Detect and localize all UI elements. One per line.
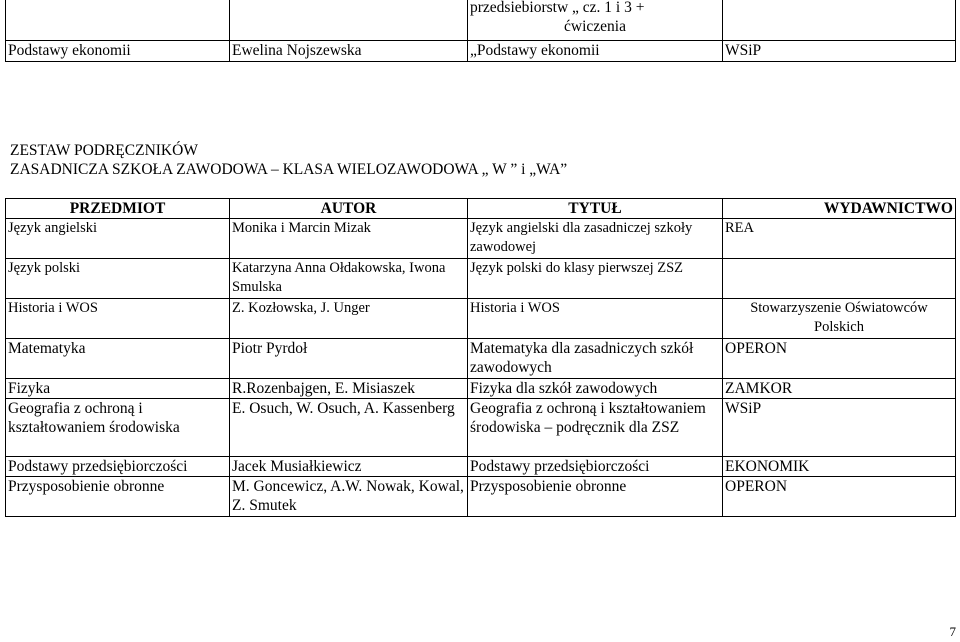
title-cell: Język polski do klasy pierwszej ZSZ [468,259,723,299]
subject-cell: Przysposobienie obronne [6,477,230,517]
page-number: 7 [949,624,956,639]
table-row [6,339,956,379]
table-row [6,0,956,40]
publisher-cell: OPERON [723,477,956,517]
author-cell: E. Osuch, W. Osuch, A. Kassenberg [230,399,468,457]
table-row [6,457,956,477]
table-row [6,40,956,61]
table-row [6,399,956,457]
header-publisher: WYDAWNICTWO [723,199,956,219]
books-table [5,198,956,517]
subject-cell: Podstawy przedsiębiorczości [6,457,230,477]
heading-subtitle: ZASADNICZA SZKOŁA ZAWODOWA – KLASA WIELOZAWODOWA „ W ” i „WA” [10,161,568,178]
subject-cell: Geografia z ochroną i kształtowaniem środowiska [6,399,230,457]
author-cell: Z. Kozłowska, J. Unger [230,299,468,339]
publisher-cell: ZAMKOR [723,379,956,399]
publisher-cell: EKONOMIK [723,457,956,477]
table-cell [723,0,956,40]
title-cell: Język angielski dla zasadniczej szkoły zawodowej [468,219,723,259]
author-cell: Piotr Pyrdoł [230,339,468,379]
subject-cell: Historia i WOS [6,299,230,339]
author-cell: Ewelina Nojszewska [230,40,468,61]
header-title: TYTUŁ [468,199,723,219]
title-cell: Przysposobienie obronne [468,477,723,517]
publisher-cell: REA [723,219,956,259]
author-cell: M. Goncewicz, A.W. Nowak, Kowal, Z. Smutek [230,477,468,517]
subject-cell: Język polski [6,259,230,299]
table-row [6,477,956,517]
table-row [6,379,956,399]
table-cell [230,0,468,40]
table-cell [468,0,723,40]
top-books-table [5,0,956,62]
publisher-cell [723,259,956,299]
title-cell: Historia i WOS [468,299,723,339]
title-cell: „Podstawy ekonomii [468,40,723,61]
author-cell: Jacek Musiałkiewicz [230,457,468,477]
header-author: AUTOR [230,199,468,219]
publisher-cell: OPERON [723,339,956,379]
title-cell: Matematyka dla zasadniczych szkół zawodowych [468,339,723,379]
table-cell [6,0,230,40]
title-line: przedsiebiorstw „ cz. 1 i 3 + [470,0,645,16]
subject-cell: Podstawy ekonomii [6,40,230,61]
title-cell: Podstawy przedsiębiorczości [468,457,723,477]
title-cell: Fizyka dla szkół zawodowych [468,379,723,399]
title-line: ćwiczenia [564,18,626,35]
header-subject: PRZEDMIOT [6,199,230,219]
author-cell: Monika i Marcin Mizak [230,219,468,259]
table-header-row [6,199,956,219]
publisher-cell: Stowarzyszenie Oświatowców Polskich [723,299,956,339]
title-cell: Geografia z ochroną i kształtowaniem środowiska – podręcznik dla ZSZ [468,399,723,457]
table-row [6,219,956,259]
table-row [6,299,956,339]
publisher-cell: WSiP [723,399,956,457]
author-cell: Katarzyna Anna Ołdakowska, Iwona Smulska [230,259,468,299]
author-cell: R.Rozenbajgen, E. Misiaszek [230,379,468,399]
publisher-cell: WSiP [723,40,956,61]
section-heading [10,141,567,179]
subject-cell: Matematyka [6,339,230,379]
subject-cell: Fizyka [6,379,230,399]
table-row [6,259,956,299]
heading-title: ZESTAW PODRĘCZNIKÓW [10,142,198,159]
subject-cell: Język angielski [6,219,230,259]
